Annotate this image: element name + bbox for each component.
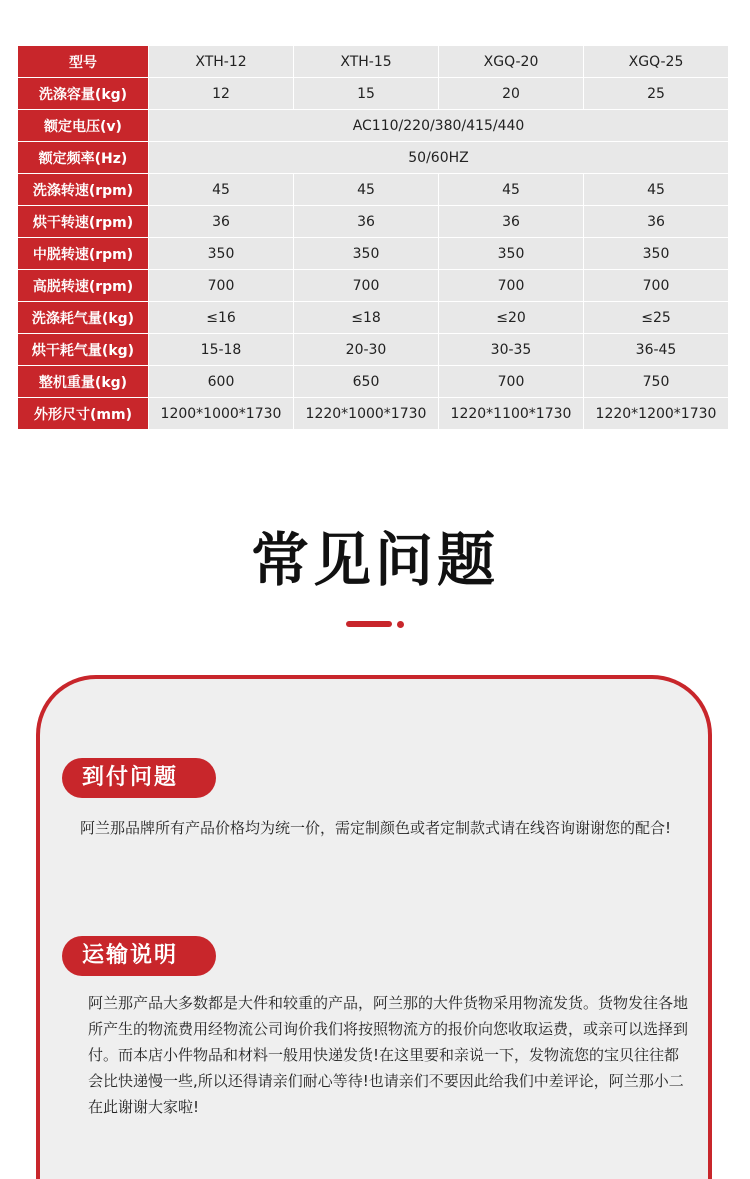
- row-label: 烘干转速(rpm): [18, 206, 149, 238]
- model-cell: XTH-12: [149, 46, 294, 78]
- section-heading-cod: 到付问题: [62, 758, 216, 798]
- table-row: [18, 78, 729, 110]
- table-cell: 20: [439, 78, 584, 110]
- table-cell: 700: [584, 270, 729, 302]
- model-cell: XGQ-25: [584, 46, 729, 78]
- row-label: 整机重量(kg): [18, 366, 149, 398]
- model-cell: XGQ-20: [439, 46, 584, 78]
- table-row: [18, 302, 729, 334]
- header-label-cell: 型号: [18, 46, 149, 78]
- table-cell: 700: [294, 270, 439, 302]
- table-row: [18, 366, 729, 398]
- table-row: [18, 270, 729, 302]
- table-cell: 700: [149, 270, 294, 302]
- table-cell: ≤18: [294, 302, 439, 334]
- model-cell: XTH-15: [294, 46, 439, 78]
- row-label: 洗涤转速(rpm): [18, 174, 149, 206]
- table-cell: ≤25: [584, 302, 729, 334]
- table-cell: 650: [294, 366, 439, 398]
- title-underline-dot: [397, 621, 404, 628]
- table-cell: 12: [149, 78, 294, 110]
- spec-table-body: [18, 46, 729, 430]
- row-label: 洗涤耗气量(kg): [18, 302, 149, 334]
- row-label: 额定频率(Hz): [18, 142, 149, 174]
- table-cell: 350: [439, 238, 584, 270]
- row-label: 烘干耗气量(kg): [18, 334, 149, 366]
- table-cell: 15-18: [149, 334, 294, 366]
- spec-table: [17, 45, 729, 430]
- row-label: 额定电压(v): [18, 110, 149, 142]
- table-cell: 36: [584, 206, 729, 238]
- table-cell: 600: [149, 366, 294, 398]
- table-cell: 1220*1000*1730: [294, 398, 439, 430]
- table-cell: 36: [149, 206, 294, 238]
- section-heading-shipping: 运输说明: [62, 936, 216, 976]
- table-cell: ≤20: [439, 302, 584, 334]
- row-label: 中脱转速(rpm): [18, 238, 149, 270]
- table-cell: 45: [584, 174, 729, 206]
- table-row: [18, 206, 729, 238]
- table-cell: 30-35: [439, 334, 584, 366]
- table-cell: 36: [294, 206, 439, 238]
- table-cell: 45: [294, 174, 439, 206]
- table-cell: 700: [439, 366, 584, 398]
- table-row: [18, 174, 729, 206]
- table-cell: 700: [439, 270, 584, 302]
- table-header-row: [18, 46, 729, 78]
- section-text-cod: 阿兰那品牌所有产品价格均为统一价，需定制颜色或者定制款式请在线咨询谢谢您的配合!: [80, 819, 672, 837]
- table-cell: ≤16: [149, 302, 294, 334]
- table-row: [18, 142, 729, 174]
- table-row: [18, 398, 729, 430]
- table-cell: 1220*1100*1730: [439, 398, 584, 430]
- row-label: 高脱转速(rpm): [18, 270, 149, 302]
- merged-cell: 50/60HZ: [149, 142, 729, 174]
- title-underline-bar: [346, 621, 392, 627]
- table-cell: 350: [584, 238, 729, 270]
- table-cell: 20-30: [294, 334, 439, 366]
- table-cell: 750: [584, 366, 729, 398]
- table-cell: 25: [584, 78, 729, 110]
- table-cell: 45: [439, 174, 584, 206]
- table-cell: 350: [294, 238, 439, 270]
- table-cell: 1200*1000*1730: [149, 398, 294, 430]
- table-cell: 350: [149, 238, 294, 270]
- row-label: 洗涤容量(kg): [18, 78, 149, 110]
- table-cell: 1220*1200*1730: [584, 398, 729, 430]
- section-text-shipping: 阿兰那产品大多数都是大件和较重的产品，阿兰那的大件货物采用物流发货。货物发往各地所产生的物流费用经物流公司询价我们将按照物流方的报价向您收取运费，或亲可以选择到付。而本店小件物品和材料一般用快递发货!在这里要和亲说一下，发物流您的宝贝往往都会比快递慢一些,所以还得请亲们耐心等待!也请亲们不要因此给我们中差评论，阿兰那小二在此谢谢大家啦!: [88, 994, 689, 1116]
- row-label: 外形尺寸(mm): [18, 398, 149, 430]
- table-row: [18, 334, 729, 366]
- table-row: [18, 110, 729, 142]
- table-cell: 45: [149, 174, 294, 206]
- table-cell: 36-45: [584, 334, 729, 366]
- table-cell: 36: [439, 206, 584, 238]
- merged-cell: AC110/220/380/415/440: [149, 110, 729, 142]
- table-row: [18, 238, 729, 270]
- table-cell: 15: [294, 78, 439, 110]
- faq-title: 常见问题: [250, 526, 499, 594]
